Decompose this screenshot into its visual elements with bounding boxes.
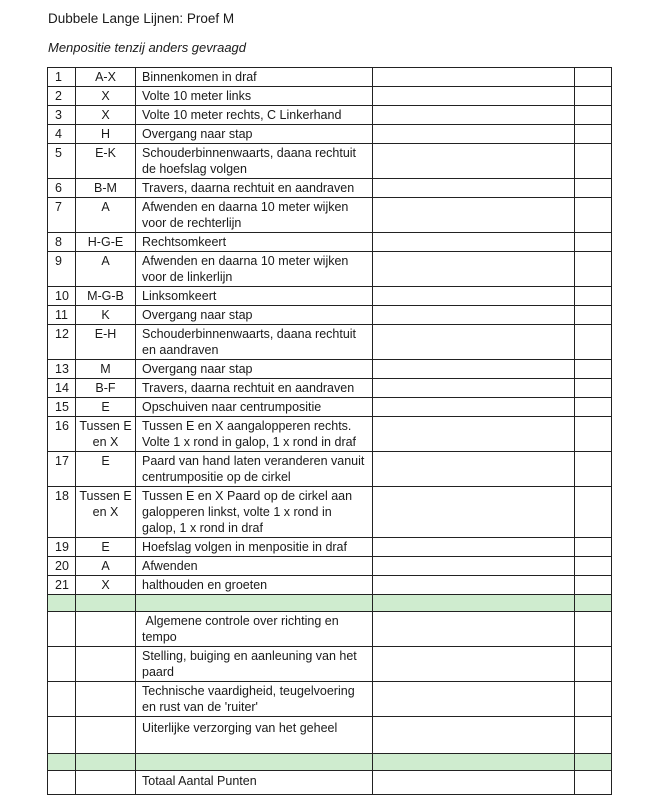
score-cell[interactable] (373, 233, 575, 252)
row-location: E (76, 538, 136, 557)
row-location: E-H (76, 325, 136, 360)
remark-cell[interactable] (575, 452, 612, 487)
row-description: halthouden en groeten (136, 576, 373, 595)
score-cell[interactable] (373, 538, 575, 557)
table-row (48, 576, 612, 595)
row-description: Tussen E en X aangalopperen rechts. Volte 1 x rond in galop, 1 x rond in draf (136, 417, 373, 452)
remark-cell[interactable] (575, 647, 612, 682)
row-number: 12 (48, 325, 76, 360)
row-description: Paard van hand laten veranderen vanuit centrumpositie op de cirkel (136, 452, 373, 487)
table-row (48, 198, 612, 233)
total-score-cell[interactable] (373, 771, 575, 795)
general-row (48, 682, 612, 717)
row-location: A (76, 252, 136, 287)
table-row (48, 325, 612, 360)
row-number: 11 (48, 306, 76, 325)
row-number: 2 (48, 87, 76, 106)
general-description: Uiterlijke verzorging van het geheel (136, 717, 373, 754)
row-number: 17 (48, 452, 76, 487)
general-row (48, 647, 612, 682)
table-row (48, 125, 612, 144)
score-cell[interactable] (373, 557, 575, 576)
general-description: Algemene controle over richting en tempo (136, 612, 373, 647)
remark-cell[interactable] (575, 125, 612, 144)
remark-cell[interactable] (575, 417, 612, 452)
row-description: Overgang naar stap (136, 306, 373, 325)
row-description: Afwenden en daarna 10 meter wijken voor de rechterlijn (136, 198, 373, 233)
score-cell[interactable] (373, 452, 575, 487)
score-cell[interactable] (373, 647, 575, 682)
table-row (48, 252, 612, 287)
row-description: Binnenkomen in draf (136, 68, 373, 87)
row-description: Rechtsomkeert (136, 233, 373, 252)
row-description: Opschuiven naar centrumpositie (136, 398, 373, 417)
table-row (48, 68, 612, 87)
table-row (48, 87, 612, 106)
row-location: Tussen E en X (76, 487, 136, 538)
row-location: E-K (76, 144, 136, 179)
row-number: 1 (48, 68, 76, 87)
score-cell[interactable] (373, 417, 575, 452)
score-cell[interactable] (373, 379, 575, 398)
table-row (48, 538, 612, 557)
row-number: 8 (48, 233, 76, 252)
score-cell[interactable] (373, 576, 575, 595)
remark-cell[interactable] (575, 252, 612, 287)
row-location: X (76, 576, 136, 595)
remark-cell[interactable] (575, 398, 612, 417)
row-description: Overgang naar stap (136, 360, 373, 379)
score-cell[interactable] (373, 87, 575, 106)
remark-cell[interactable] (575, 717, 612, 754)
score-cell[interactable] (373, 325, 575, 360)
row-description: Linksomkeert (136, 287, 373, 306)
row-description: Volte 10 meter links (136, 87, 373, 106)
row-number: 9 (48, 252, 76, 287)
remark-cell[interactable] (575, 379, 612, 398)
general-row (48, 612, 612, 647)
row-description: Volte 10 meter rechts, C Linkerhand (136, 106, 373, 125)
row-location: E (76, 452, 136, 487)
table-row (48, 487, 612, 538)
remark-cell[interactable] (575, 360, 612, 379)
row-number: 19 (48, 538, 76, 557)
document-subtitle: Menpositie tenzij anders gevraagd (48, 40, 247, 55)
row-number: 20 (48, 557, 76, 576)
row-location: Tussen E en X (76, 417, 136, 452)
row-number: 6 (48, 179, 76, 198)
row-location: A-X (76, 68, 136, 87)
general-row (48, 717, 612, 754)
separator-row (48, 754, 612, 771)
row-location: B-M (76, 179, 136, 198)
row-description: Overgang naar stap (136, 125, 373, 144)
remark-cell[interactable] (575, 325, 612, 360)
table-row (48, 306, 612, 325)
row-number: 5 (48, 144, 76, 179)
score-cell[interactable] (373, 306, 575, 325)
row-location: X (76, 106, 136, 125)
general-description: Stelling, buiging en aanleuning van het paard (136, 647, 373, 682)
row-description: Hoefslag volgen in menpositie in draf (136, 538, 373, 557)
score-cell[interactable] (373, 360, 575, 379)
total-label: Totaal Aantal Punten (136, 771, 373, 795)
row-location: H-G-E (76, 233, 136, 252)
row-number: 7 (48, 198, 76, 233)
remark-cell[interactable] (575, 557, 612, 576)
score-cell[interactable] (373, 287, 575, 306)
table-row (48, 417, 612, 452)
remark-cell[interactable] (575, 68, 612, 87)
row-description: Afwenden en daarna 10 meter wijken voor de linkerlijn (136, 252, 373, 287)
remark-cell[interactable] (575, 576, 612, 595)
score-cell[interactable] (373, 487, 575, 538)
table-row (48, 106, 612, 125)
row-number: 14 (48, 379, 76, 398)
dressage-test-table (47, 67, 612, 795)
row-location: B-F (76, 379, 136, 398)
score-cell[interactable] (373, 125, 575, 144)
general-description: Technische vaardigheid, teugelvoering en rust van de 'ruiter' (136, 682, 373, 717)
table-row (48, 360, 612, 379)
row-description: Travers, daarna rechtuit en aandraven (136, 179, 373, 198)
total-remark-cell[interactable] (575, 771, 612, 795)
score-cell[interactable] (373, 682, 575, 717)
score-cell[interactable] (373, 198, 575, 233)
row-location: X (76, 87, 136, 106)
score-cell[interactable] (373, 252, 575, 287)
score-cell[interactable] (373, 106, 575, 125)
row-location: K (76, 306, 136, 325)
row-number: 13 (48, 360, 76, 379)
total-row (48, 771, 612, 795)
score-cell[interactable] (373, 144, 575, 179)
score-cell[interactable] (373, 179, 575, 198)
separator-row (48, 595, 612, 612)
remark-cell[interactable] (575, 144, 612, 179)
remark-cell[interactable] (575, 306, 612, 325)
row-description: Tussen E en X Paard op de cirkel aan galopperen linkst, volte 1 x rond in galop, 1 x rond in draf (136, 487, 373, 538)
score-cell[interactable] (373, 398, 575, 417)
remark-cell[interactable] (575, 106, 612, 125)
remark-cell[interactable] (575, 198, 612, 233)
table-row (48, 233, 612, 252)
remark-cell[interactable] (575, 233, 612, 252)
table-row (48, 179, 612, 198)
table-row (48, 287, 612, 306)
score-cell[interactable] (373, 68, 575, 87)
score-cell[interactable] (373, 612, 575, 647)
row-location: A (76, 198, 136, 233)
table-row (48, 144, 612, 179)
row-number: 4 (48, 125, 76, 144)
row-number: 15 (48, 398, 76, 417)
row-location: H (76, 125, 136, 144)
score-cell[interactable] (373, 717, 575, 754)
remark-cell[interactable] (575, 682, 612, 717)
table-row (48, 379, 612, 398)
remark-cell[interactable] (575, 287, 612, 306)
row-number: 18 (48, 487, 76, 538)
row-number: 16 (48, 417, 76, 452)
row-number: 3 (48, 106, 76, 125)
row-number: 10 (48, 287, 76, 306)
row-number: 21 (48, 576, 76, 595)
row-description: Schouderbinnenwaarts, daana rechtuit de hoefslag volgen (136, 144, 373, 179)
remark-cell[interactable] (575, 487, 612, 538)
row-description: Travers, daarna rechtuit en aandraven (136, 379, 373, 398)
remark-cell[interactable] (575, 179, 612, 198)
row-description: Schouderbinnenwaarts, daana rechtuit en aandraven (136, 325, 373, 360)
table-row (48, 452, 612, 487)
document-title: Dubbele Lange Lijnen: Proef M (48, 11, 235, 26)
row-location: M-G-B (76, 287, 136, 306)
remark-cell[interactable] (575, 87, 612, 106)
remark-cell[interactable] (575, 538, 612, 557)
remark-cell[interactable] (575, 612, 612, 647)
table-row (48, 398, 612, 417)
table-row (48, 557, 612, 576)
row-location: M (76, 360, 136, 379)
row-location: A (76, 557, 136, 576)
row-description: Afwenden (136, 557, 373, 576)
row-location: E (76, 398, 136, 417)
